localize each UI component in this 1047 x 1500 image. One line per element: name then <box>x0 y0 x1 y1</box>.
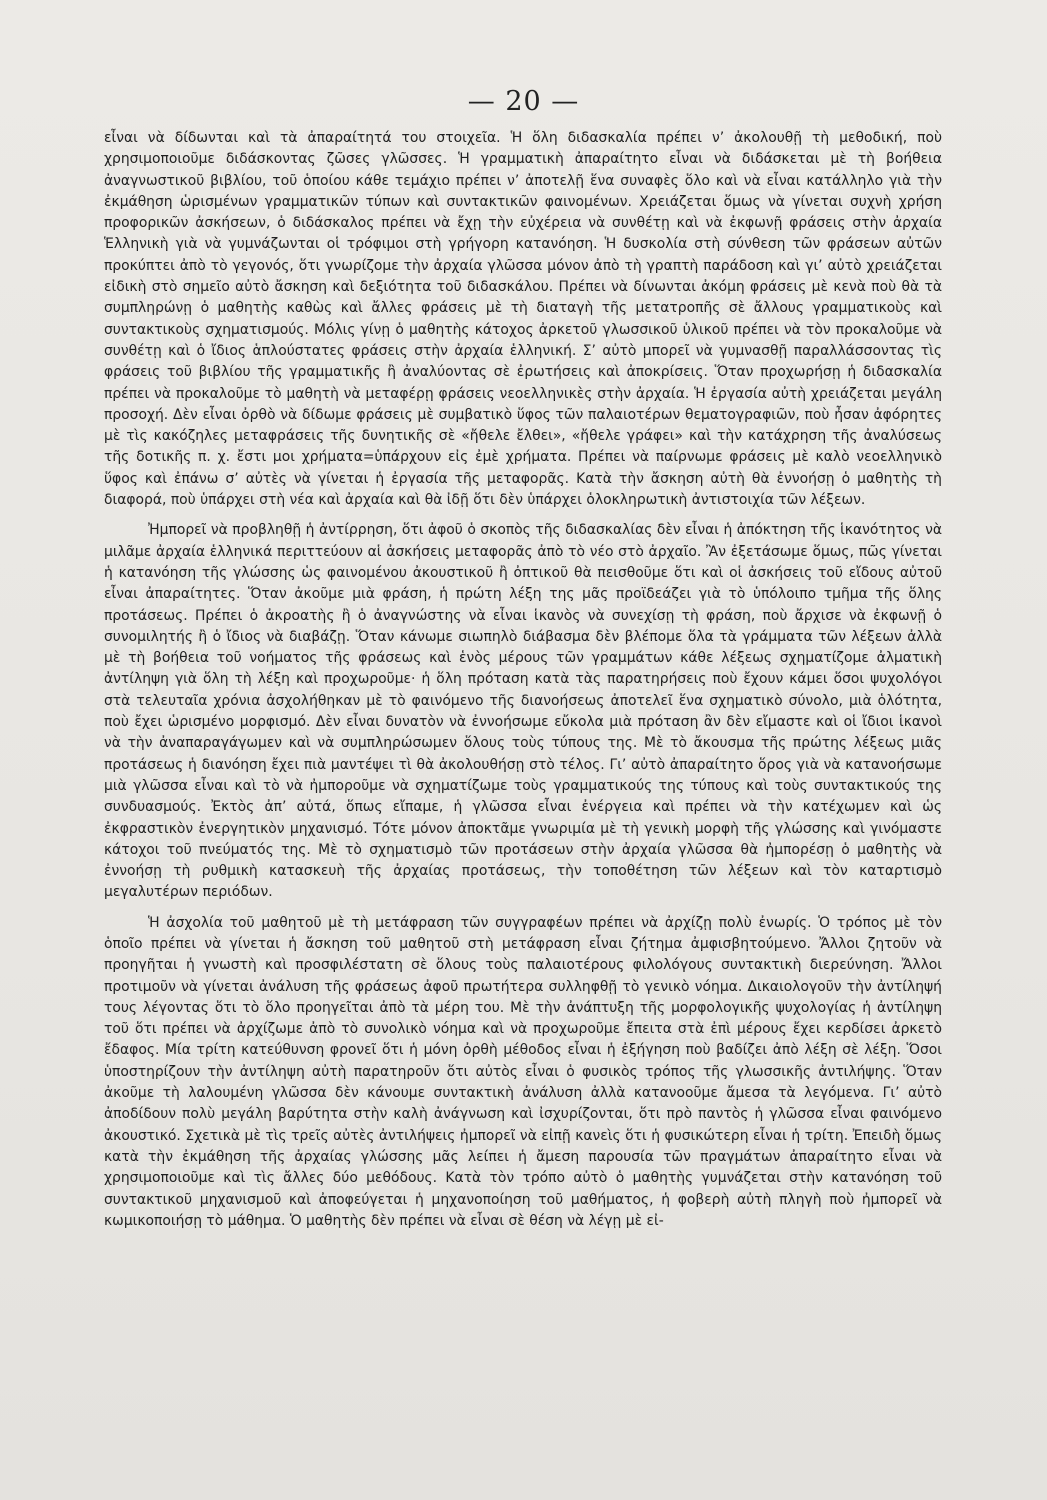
page-number: — 20 — <box>467 86 580 117</box>
paragraph-3: Ἡ ἀσχολία τοῦ μαθητοῦ μὲ τὴ μετάφραση τῶν συγγραφέων πρέπει νὰ ἀρχίζῃ πολὺ ἐνωρίς. Ὁ τρόπος μὲ τὸν ὁποῖο πρέπει νὰ γίνεται ἡ ἄσκηση τοῦ μαθητοῦ στὴ μετάφραση εἶναι ζήτημα ἀμφισβητούμενο. Ἄλλοι ζητοῦν νὰ προηγῆται ἡ γνωστὴ καὶ προσφιλέστατη σὲ ὅλους τοὺς παλαιοτέρους φιλολόγους συντακτικὴ διερεύνηση. Ἄλλοι προτιμοῦν νὰ γίνεται ἀνάλυση τῆς φράσεως ἀφοῦ πρωτήτερα συλληφθῇ τὸ γενικὸ νόημα. Δικαιολογοῦν τὴν ἀντίληψή τους λέγοντας ὅτι τὸ ὅλο προηγεῖται ἀπὸ τὰ μέρη του. Μὲ τὴν ἀνάπτυξη τῆς μορφολογικῆς ψυχολογίας ἡ ἀντίληψη τοῦ ὅτι πρέπει νὰ ἀρχίζωμε ἀπὸ τὸ συνολικὸ νόημα καὶ νὰ προχωροῦμε ἔπειτα στὰ ἐπὶ μέρους ἔχει κερδίσει ἀρκετὸ ἔδαφος. Μία τρίτη κατεύθυνση φρονεῖ ὅτι ἡ μόνη ὀρθὴ μέθοδος εἶναι ἡ ἐξήγηση ποὺ βαδίζει ἀπὸ λέξη σὲ λέξη. Ὅσοι ὑποστηρίζουν τὴν ἀντίληψη αὐτὴ παρατηροῦν ὅτι αὐτὸς εἶναι ὁ φυσικὸς τρόπος τῆς γλωσσικῆς ἀντιλήψης. Ὅταν ἀκοῦμε τὴ λαλουμένη γλῶσσα δὲν κάνουμε συντακτικὴ ἀνάλυση ἀλλὰ κατανοοῦμε ἄμεσα τὰ λεγόμενα. Γι’ αὐτὸ ἀποδίδουν πολὺ μεγάλη βαρύτητα στὴν καλὴ ἀνάγνωση καὶ ἰσχυρίζονται, ὅτι πρὸ παντὸς ἡ γλῶσσα εἶναι φαινόμενο ἀκουστικό. Σχετικὰ μὲ τὶς τρεῖς αὐτὲς ἀντιλήψεις ἠμπορεῖ νὰ εἰπῇ κανεὶς ὅτι ἡ φυσικώτερη εἶναι ἡ τρίτη. Ἐπειδὴ ὅμως κατὰ τὴν ἐκμάθηση τῆς ἀρχαίας γλώσσης μᾶς λείπει ἡ ἄμεση παρουσία τῶν πραγμάτων ἀπαραίτητο εἶναι νὰ χρησιμοποιοῦμε καὶ τὶς ἄλλες δύο μεθόδους. Κατὰ τὸν τρόπο αὐτὸ ὁ μαθητὴς γυμνάζεται στὴν κατανόηση τοῦ συντακτικοῦ μηχανισμοῦ καὶ ἀποφεύγεται ἡ μηχανοποίηση τοῦ μαθήματος, ἡ φοβερὴ αὐτὴ πληγὴ ποὺ ἠμπορεῖ νὰ κωμικοποιήσῃ τὸ μάθημα. Ὁ μαθητὴς δὲν πρέπει νὰ εἶναι σὲ θέση νὰ λέγῃ μὲ εἰ- <box>104 914 942 1229</box>
paragraph-2: Ἠμπορεῖ νὰ προβληθῇ ἡ ἀντίρρηση, ὅτι ἀφοῦ ὁ σκοπὸς τῆς διδασκαλίας δὲν εἶναι ἡ ἀπόκτηση τῆς ἱκανότητος νὰ μιλᾶμε ἀρχαία ἑλληνικά περιττεύουν αἱ ἀσκήσεις μεταφορᾶς ἀπὸ τὸ νέο στὸ ἀρχαῖο. Ἂν ἐξετάσωμε ὅμως, πῶς γίνεται ἡ κατανόηση τῆς γλώσσης ὡς φαινομένου ἀκουστικοῦ ἢ ὀπτικοῦ θὰ πεισθοῦμε ὅτι καὶ οἱ ἀσκήσεις τοῦ εἴδους αὐτοῦ εἶναι ἀπαραίτητες. Ὅταν ἀκοῦμε μιὰ φράση, ἡ πρώτη λέξη της μᾶς προϊδεάζει γιὰ τὸ ὑπόλοιπο τμῆμα τῆς ὅλης προτάσεως. Πρέπει ὁ ἀκροατὴς ἢ ὁ ἀναγνώστης νὰ εἶναι ἱκανὸς νὰ συνεχίσῃ τὴ φράση, ποὺ ἄρχισε νὰ ἐκφωνῇ ὁ συνομιλητής ἢ ὁ ἴδιος νὰ διαβάζῃ. Ὅταν κάνωμε σιωπηλὸ διάβασμα δὲν βλέπομε ὅλα τὰ γράμματα τῶν λέξεων ἀλλὰ μὲ τὴ βοήθεια τοῦ νοήματος τῆς φράσεως καὶ ἑνὸς μέρους τῶν γραμμάτων κάθε λέξεως σχηματίζομε ἀλματικὴ ἀντίληψη γιὰ ὅλη τὴ λέξη καὶ προχωροῦμε· ἡ ὅλη πρόταση κατὰ τὰς παρατηρήσεις ποὺ ἔχουν κάμει ὅσοι ψυχολόγοι στὰ τελευταῖα χρόνια ἀσχολήθηκαν μὲ τὸ φαινόμενο τῆς διανοήσεως ἀποτελεῖ ἕνα σχηματικὸ σύνολο, μιὰ ὁλότητα, ποὺ ἔχει ὡρισμένο μορφισμό. Δὲν εἶναι δυνατὸν νὰ ἐννοήσωμε εὔκολα μιὰ πρόταση ἂν δὲν εἴμαστε καὶ οἱ ἴδιοι ἱκανοὶ νὰ τὴν ἀναπαραγάγωμεν καὶ νὰ συμπληρώσωμεν ὅλους τοὺς τύπους της. Μὲ τὸ ἄκουσμα τῆς πρώτης λέξεως μιᾶς προτάσεως ἡ διανόηση ἔχει πιὰ μαντέψει τὶ θὰ ἀκολουθήσῃ στὸ τέλος. Γι’ αὐτὸ ἀπαραίτητο ὅρος γιὰ νὰ κατανοήσωμε μιὰ γλῶσσα εἶναι καὶ τὸ νὰ ἠμποροῦμε νὰ σχηματίζωμε τοὺς γραμματικούς της τύπους καὶ τοὺς συντακτικούς της συνδυασμούς. Ἐκτὸς ἀπ’ αὐτά, ὅπως εἴπαμε, ἡ γλῶσσα εἶναι ἐνέργεια καὶ πρέπει νὰ τὴν κατέχωμεν καὶ ὡς ἐκφραστικὸν ἐνεργητικὸν μηχανισμό. Τότε μόνον ἀποκτᾶμε γνωριμία μὲ τὴ γενικὴ μορφὴ τῆς γλώσσης καὶ γινόμαστε κάτοχοι τοῦ πνεύματός της. Μὲ τὸ σχηματισμὸ τῶν προτάσεων στὴν ἀρχαία γλῶσσα θὰ ἠμπορέσῃ ὁ μαθητὴς νὰ ἐννοήσῃ τὴ ρυθμικὴ κατασκευὴ τῆς ἀρχαίας προτάσεως, τὴν τοποθέτηση τῶν λέξεων καὶ τὸν καταρτισμὸ μεγαλυτέρων περιόδων. <box>104 522 942 901</box>
paragraph-1: εἶναι νὰ δίδωνται καὶ τὰ ἀπαραίτητά του στοιχεῖα. Ἡ ὅλη διδασκαλία πρέπει ν’ ἀκολουθῇ τὴ μεθοδική, ποὺ χρησιμοποιοῦμε διδάσκοντας ζῶσες γλῶσσες. Ἡ γραμματικὴ ἀπαραίτητο εἶναι νὰ διδάσκεται μὲ τὴ βοήθεια ἀναγνωστικοῦ βιβλίου, τοῦ ὁποίου κάθε τεμάχιο πρέπει ν’ ἀποτελῇ ἕνα συναφὲς ὅλο καὶ νὰ εἶναι κατάλληλο γιὰ τὴν ἐκμάθηση ὡρισμένων γραμματικῶν τύπων καὶ συντακτικῶν φαινομένων. Χρειάζεται ὅμως νὰ γίνεται συχνὴ χρήση προφορικῶν ἀσκήσεων, ὁ διδάσκαλος πρέπει νὰ ἔχῃ τὴν εὐχέρεια νὰ συνθέτῃ καὶ νὰ ἐκφωνῇ φράσεις στὴν ἀρχαία Ἑλληνικὴ γιὰ νὰ γυμνάζωνται οἱ τρόφιμοι στὴ γρήγορη κατανόηση. Ἡ δυσκολία στὴ σύνθεση τῶν φράσεων αὐτῶν προκύπτει ἀπὸ τὸ γεγονός, ὅτι γνωρίζομε τὴν ἀρχαία γλῶσσα μόνον ἀπὸ τὴ γραπτὴ παράδοση καὶ γι’ αὐτὸ χρειάζεται εἰδικὴ στὸ σημεῖο αὐτὸ ἄσκηση καὶ δεξιότητα τοῦ διδασκάλου. Πρέπει νὰ δίνωνται ἀκόμη φράσεις μὲ κενὰ ποὺ θὰ τὰ συμπληρώνῃ ὁ μαθητὴς καθὼς καὶ ἄλλες φράσεις μὲ τὴ διαταγὴ τῆς μετατροπῆς σὲ ἄλλους γραμματικοὺς καὶ συντακτικοὺς σχηματισμούς. Μόλις γίνῃ ὁ μαθητὴς κάτοχος ἀρκετοῦ γλωσσικοῦ ὑλικοῦ πρέπει νὰ τὸν προκαλοῦμε νὰ συνθέτῃ καὶ ὁ ἴδιος ἁπλούστατες φράσεις στὴν ἀρχαία ἑλληνική. Σ’ αὐτὸ μπορεῖ νὰ γυμνασθῇ παραλλάσσοντας τὶς φράσεις τοῦ βιβλίου τῆς γραμματικῆς ἢ ἀναλύοντας σὲ ἐρωτήσεις καὶ ἀποκρίσεις. Ὅταν προχωρήσῃ ἡ διδασκαλία πρέπει νὰ προκαλοῦμε τὸ μαθητὴ νὰ μεταφέρῃ φράσεις νεοελληνικὲς στὴν ἀρχαία. Ἡ ἐργασία αὐτὴ χρειάζεται μεγάλη προσοχή. Δὲν εἶναι ὀρθὸ νὰ δίδωμε φράσεις μὲ συμβατικὸ ὕφος τῶν παλαιοτέρων θεματογραφιῶν, ποὺ ἦσαν ἀφόρητες μὲ τὶς κακόζηλες μεταφράσεις τῆς δυνητικῆς σὲ «ἤθελε ἔλθει», «ἤθελε γράφει» καὶ τὴν κατάχρηση τῆς ἀναλύσεως τῆς δοτικῆς π. χ. ἔστι μοι χρήματα=ὑπάρχουν εἰς ἐμὲ χρήματα. Πρέπει νὰ παίρνωμε φράσεις μὲ καλὸ νεοελληνικὸ ὕφος καὶ ἐπάνω σ’ αὐτὲς νὰ γίνεται ἡ ἐργασία τῆς μεταφορᾶς. Κατὰ τὴν ἄσκηση αὐτὴ θὰ ἐννοήσῃ ὁ μαθητὴς τὴ διαφορά, ποὺ ὑπάρχει στὴ νέα καὶ ἀρχαία καὶ θὰ ἰδῇ ὅτι δὲν ὑπάρχει ὁλοκληρωτικὴ ἀντιστοιχία τῶν λέξεων. <box>104 130 942 509</box>
body-text <box>104 128 942 1232</box>
